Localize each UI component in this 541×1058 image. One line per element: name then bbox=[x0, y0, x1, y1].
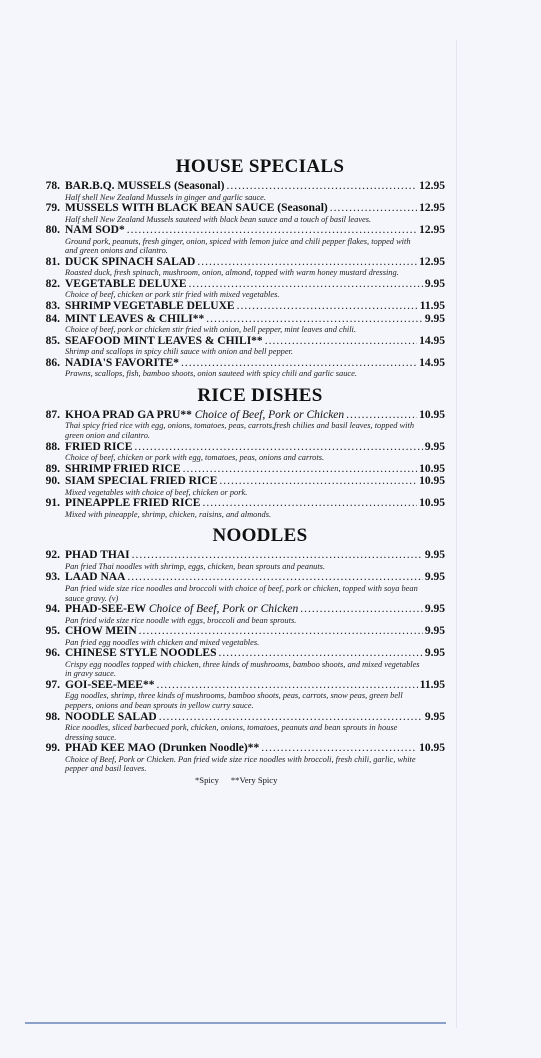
spicy-legend bbox=[30, 775, 445, 786]
item-name-text: SHRIMP FRIED RICE bbox=[65, 462, 181, 475]
item-description: Choice of beef, chicken or pork with egg, tomatoes, peas, onions and carrots. bbox=[65, 453, 325, 463]
item-price: 10.95 bbox=[419, 497, 445, 510]
leader-dots bbox=[265, 335, 417, 348]
menu-item-row bbox=[30, 463, 445, 476]
item-description: Prawns, scallops, fish, bamboo shoots, onion sauteed with spicy chili and garlic sauce. bbox=[65, 369, 357, 379]
item-number: 98. bbox=[45, 710, 60, 723]
item-name bbox=[65, 441, 132, 454]
item-choice: Choice of Beef, Pork or Chicken bbox=[148, 603, 299, 616]
item-price: 12.95 bbox=[419, 202, 445, 215]
menu-item bbox=[30, 278, 445, 300]
item-number: 88. bbox=[45, 440, 60, 453]
menu-item-row bbox=[30, 357, 445, 370]
menu-item-row bbox=[30, 549, 445, 562]
item-name-text: FRIED RICE bbox=[65, 440, 133, 453]
leader-dots bbox=[159, 711, 423, 724]
item-name bbox=[65, 300, 235, 313]
menu-item bbox=[30, 300, 445, 313]
item-price: 9.95 bbox=[424, 603, 445, 616]
item-number: 80. bbox=[45, 224, 60, 237]
item-name-text: VEGETABLE DELUXE bbox=[65, 277, 187, 290]
item-name bbox=[65, 679, 154, 692]
item-name-text: NAM SOD* bbox=[65, 224, 125, 237]
item-name-text: GOI-SEE-MEE** bbox=[65, 678, 155, 691]
item-name-text: MINT LEAVES & CHILI** bbox=[65, 312, 205, 325]
item-description: Choice of beef, chicken or pork stir fried with mixed vegetables. bbox=[65, 290, 280, 300]
item-number: 82. bbox=[45, 277, 60, 290]
item-number: 96. bbox=[45, 647, 60, 660]
item-name bbox=[65, 357, 179, 370]
item-price: 9.95 bbox=[424, 549, 445, 562]
menu-item bbox=[30, 335, 445, 357]
item-name-text: KHOA PRAD GA PRU** bbox=[65, 408, 192, 421]
menu-item-row bbox=[30, 224, 445, 237]
item-number: 84. bbox=[45, 312, 60, 325]
leader-dots bbox=[330, 202, 417, 215]
item-name bbox=[65, 313, 204, 326]
menu-item bbox=[30, 357, 445, 379]
item-description: Choice of beef, pork or chicken stir fried with onion, bell pepper, mint leaves and chili. bbox=[65, 325, 356, 335]
leader-dots bbox=[346, 409, 417, 422]
menu-item bbox=[30, 180, 445, 202]
footer-rule bbox=[25, 1022, 446, 1024]
item-price: 9.95 bbox=[424, 277, 445, 290]
menu-item bbox=[30, 603, 445, 625]
item-price: 14.95 bbox=[419, 356, 445, 369]
menu-item-row bbox=[30, 256, 445, 269]
menu-item-row bbox=[30, 742, 445, 755]
item-name bbox=[65, 278, 187, 291]
item-choice: Choice of Beef, Pork or Chicken bbox=[194, 408, 345, 421]
item-description: Pan fried egg noodles with chicken and mixed vegetables. bbox=[65, 637, 260, 647]
item-number: 99. bbox=[45, 742, 60, 755]
menu-item-row bbox=[30, 278, 445, 291]
item-description: Half shell New Zealand Mussels in ginger and garlic sauce. bbox=[65, 192, 266, 202]
item-name bbox=[65, 224, 125, 237]
item-name bbox=[65, 180, 224, 193]
menu-item bbox=[30, 571, 445, 603]
menu-item-row bbox=[30, 441, 445, 454]
menu-item-row bbox=[30, 679, 445, 692]
item-name-text: SEAFOOD MINT LEAVES & CHILI** bbox=[65, 334, 263, 347]
menu-section bbox=[30, 385, 445, 519]
item-price: 9.95 bbox=[424, 625, 445, 638]
item-price: 9.95 bbox=[424, 440, 445, 453]
item-price: 9.95 bbox=[424, 571, 445, 584]
item-number: 86. bbox=[45, 356, 60, 369]
menu-item-row bbox=[30, 180, 445, 193]
item-name bbox=[65, 711, 157, 724]
item-name-text: BAR.B.Q. MUSSELS (Seasonal) bbox=[65, 180, 225, 192]
item-name-text: PHAD-SEE-EW bbox=[65, 603, 146, 616]
item-name-text: PINEAPPLE FRIED RICE bbox=[65, 497, 201, 510]
item-number: 89. bbox=[45, 462, 60, 475]
item-price: 10.95 bbox=[419, 408, 445, 421]
item-description: Thai spicy fried rice with egg, onions, tomatoes, peas, carrots,fresh chilies and basil leaves, topped with green onion and cilantro. bbox=[65, 421, 415, 440]
menu-item bbox=[30, 679, 445, 711]
item-description: Rice noodles, sliced barbecued pork, chicken, onions, tomatoes, peanuts and bean sprouts in house dressing sauce. bbox=[65, 723, 398, 742]
leader-dots bbox=[261, 742, 417, 755]
item-description: Half shell New Zealand Mussels sauteed with black bean sauce and a touch of basil leaves. bbox=[65, 214, 372, 224]
item-number: 91. bbox=[45, 497, 60, 510]
menu-item bbox=[30, 463, 445, 476]
menu-item bbox=[30, 549, 445, 571]
item-price: 12.95 bbox=[419, 224, 445, 237]
item-name-text: SIAM SPECIAL FRIED RICE bbox=[65, 475, 218, 488]
menu-item bbox=[30, 409, 445, 441]
item-description: Choice of Beef, Pork or Chicken. Pan fried wide size rice noodles with broccoli, fresh chili, garlic, white pepper and basil leaves. bbox=[65, 754, 416, 774]
menu-item bbox=[30, 256, 445, 278]
item-number: 81. bbox=[45, 255, 60, 268]
item-number: 90. bbox=[45, 475, 60, 488]
menu-item bbox=[30, 711, 445, 743]
item-name-text: CHINESE STYLE NOODLES bbox=[65, 647, 217, 660]
item-name-text: MUSSELS WITH BLACK BEAN SAUCE (Seasonal) bbox=[65, 202, 328, 215]
menu-item-row bbox=[30, 202, 445, 215]
item-name bbox=[65, 647, 216, 660]
item-description: Roasted duck, fresh spinach, mushroom, onion, almond, topped with warm honey mustard dressing. bbox=[65, 268, 399, 278]
menu-item bbox=[30, 497, 445, 519]
menu-item bbox=[30, 202, 445, 224]
item-price: 9.95 bbox=[424, 312, 445, 325]
item-name bbox=[65, 335, 263, 348]
leader-dots bbox=[132, 549, 423, 562]
item-price: 9.95 bbox=[424, 710, 445, 723]
leader-dots bbox=[183, 463, 417, 476]
item-number: 79. bbox=[45, 202, 60, 215]
menu-item bbox=[30, 475, 445, 497]
item-name-text: DUCK SPINACH SALAD bbox=[65, 255, 196, 268]
menu-section bbox=[30, 156, 445, 379]
section-title: NOODLES bbox=[212, 525, 308, 547]
item-name-text: NADIA'S FAVORITE* bbox=[65, 356, 180, 369]
menu-item bbox=[30, 224, 445, 256]
menu-item bbox=[30, 742, 445, 774]
section-title: HOUSE SPECIALS bbox=[175, 156, 345, 177]
item-name bbox=[65, 409, 344, 422]
item-number: 93. bbox=[45, 571, 60, 584]
leader-dots bbox=[156, 679, 417, 692]
leader-dots bbox=[134, 441, 422, 454]
item-number: 83. bbox=[45, 300, 60, 313]
menu-item-row bbox=[30, 335, 445, 348]
menu-item-row bbox=[30, 647, 445, 660]
item-description: Crispy egg noodles topped with chicken, three kinds of mushrooms, bamboo shoots, and mixed vegetables in gravy sauce. bbox=[65, 659, 420, 679]
item-name bbox=[65, 742, 259, 755]
leader-dots bbox=[127, 224, 417, 237]
leader-dots bbox=[300, 603, 423, 616]
menu-item-row bbox=[30, 300, 445, 313]
menu-item-row bbox=[30, 313, 445, 326]
item-name bbox=[65, 571, 125, 584]
legend-spicy: *Spicy bbox=[195, 775, 219, 786]
item-price: 10.95 bbox=[419, 462, 445, 475]
menu-page bbox=[30, 150, 445, 970]
item-name-text: PHAD KEE MAO (Drunken Noodle)** bbox=[65, 742, 260, 755]
item-name bbox=[65, 625, 137, 638]
item-name bbox=[65, 463, 181, 476]
item-price: 11.95 bbox=[419, 678, 445, 691]
item-description: Pan fried wide size rice noodles and broccoli with choice of beef, pork or chicken, topped with soya bean sauce gravy. (v) bbox=[65, 583, 418, 603]
menu-item-row bbox=[30, 711, 445, 724]
menu-item bbox=[30, 441, 445, 463]
item-description: Mixed with pineapple, shrimp, chicken, raisins, and almonds. bbox=[65, 509, 272, 519]
item-description: Ground pork, peanuts, fresh ginger, onion, spiced with lemon juice and chili pepper flakes, topped with and green onions and cilantro. bbox=[65, 236, 411, 256]
item-number: 95. bbox=[45, 625, 60, 638]
leader-dots bbox=[181, 357, 417, 370]
item-name-text: PHAD THAI bbox=[65, 549, 130, 562]
page-edge-line bbox=[456, 40, 457, 1028]
item-number: 87. bbox=[45, 408, 60, 421]
item-number: 85. bbox=[45, 334, 60, 347]
item-price: 14.95 bbox=[419, 334, 445, 347]
item-description: Shrimp and scallops in spicy chili sauce with onion and bell pepper. bbox=[65, 347, 293, 357]
item-price: 10.95 bbox=[419, 475, 445, 488]
menu-item bbox=[30, 647, 445, 679]
item-name bbox=[65, 256, 195, 269]
item-number: 94. bbox=[45, 603, 60, 616]
menu-item-row bbox=[30, 625, 445, 638]
menu-item bbox=[30, 625, 445, 647]
leader-dots bbox=[237, 300, 418, 313]
item-name bbox=[65, 475, 217, 488]
menu-item-row bbox=[30, 409, 445, 422]
leader-dots bbox=[127, 571, 423, 584]
leader-dots bbox=[139, 625, 423, 638]
leader-dots bbox=[218, 647, 422, 660]
item-number: 78. bbox=[45, 180, 60, 192]
item-name-text: SHRIMP VEGETABLE DELUXE bbox=[65, 300, 235, 313]
leader-dots bbox=[226, 180, 417, 193]
item-name-text: NOODLE SALAD bbox=[65, 710, 157, 723]
legend-very-spicy: **Very Spicy bbox=[230, 775, 278, 786]
item-description: Mixed vegetables with choice of beef, chicken or pork. bbox=[65, 487, 248, 497]
menu-item-row bbox=[30, 475, 445, 488]
item-price: 12.95 bbox=[419, 180, 445, 192]
item-number: 92. bbox=[45, 549, 60, 562]
item-price: 10.95 bbox=[419, 742, 445, 755]
item-name bbox=[65, 603, 298, 616]
item-name-text: LAAD NAA bbox=[65, 571, 126, 584]
item-number: 97. bbox=[45, 678, 60, 691]
menu-item-row bbox=[30, 571, 445, 584]
leader-dots bbox=[189, 278, 423, 291]
item-price: 11.95 bbox=[419, 300, 445, 313]
leader-dots bbox=[202, 497, 417, 510]
item-name-text: CHOW MEIN bbox=[65, 625, 137, 638]
leader-dots bbox=[197, 256, 417, 269]
menu-section bbox=[30, 525, 445, 774]
item-description: Pan fried Thai noodles with shrimp, eggs, chicken, bean sprouts and peanuts. bbox=[65, 561, 325, 571]
leader-dots bbox=[206, 313, 423, 326]
item-name bbox=[65, 202, 328, 215]
item-description: Egg noodles, shrimp, three kinds of mushrooms, bamboo shoots, peas, carrots, snow peas, green bell peppers, onions and bean sprouts in yellow curry sauce. bbox=[65, 691, 403, 711]
leader-dots bbox=[219, 475, 417, 488]
item-price: 12.95 bbox=[419, 255, 445, 268]
menu-item-row bbox=[30, 497, 445, 510]
menu-item bbox=[30, 313, 445, 335]
item-price: 9.95 bbox=[424, 647, 445, 660]
section-title: RICE DISHES bbox=[197, 384, 323, 406]
item-name bbox=[65, 497, 200, 510]
item-name bbox=[65, 549, 130, 562]
menu-item-row bbox=[30, 603, 445, 616]
item-description: Pan fried wide size rice noodle with eggs, broccoli and bean sprouts. bbox=[65, 615, 297, 625]
